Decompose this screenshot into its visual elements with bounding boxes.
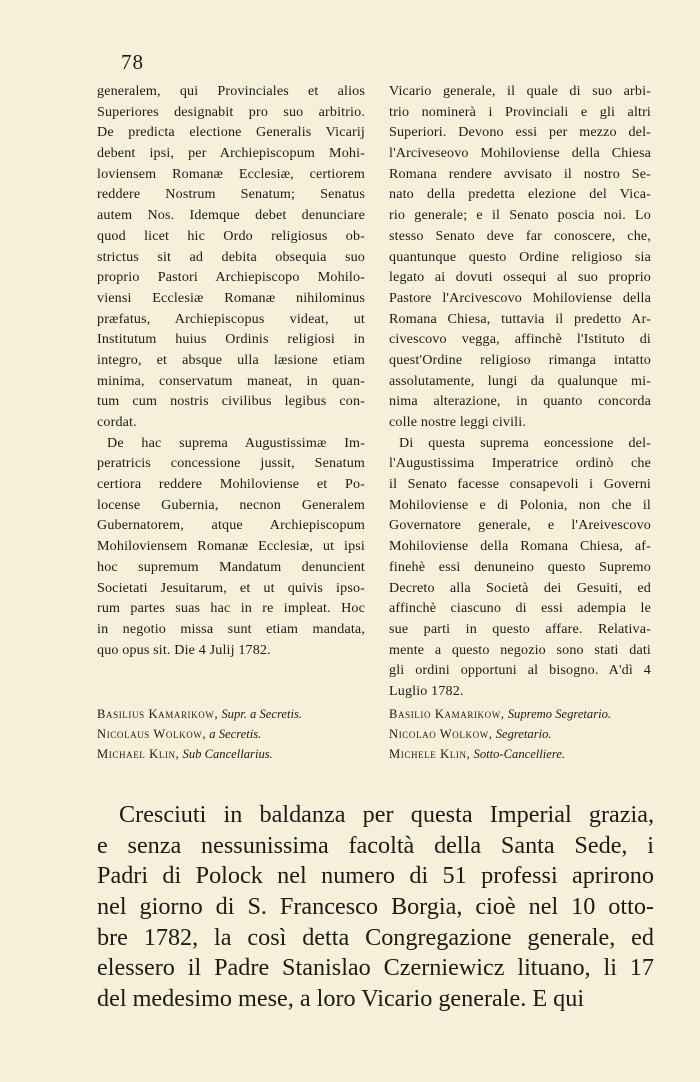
text-line: autem Nos. Idemque debet denunciare	[97, 207, 365, 224]
text-line: certiora reddere Mohiloviense et Po-	[97, 476, 365, 493]
signature-line	[97, 744, 302, 764]
text-line: Luglio 1782.	[389, 682, 464, 699]
text-line: nato della predetta elezione del Vica-	[389, 186, 651, 203]
text-line: Romana rendere avvisato il nostro Se-	[389, 165, 651, 182]
text-line: Mohiloviensem Romanæ Ecclesiæ, ut ipsi	[97, 538, 365, 555]
text-line: præfatus, Archiepiscopus videat, ut	[97, 310, 365, 327]
text-line: finehè essi denuneino questo Supremo	[389, 558, 651, 575]
text-line: peratricis concessione jussit, Senatum	[97, 455, 365, 472]
text-line: generalem, qui Provinciales et alios	[97, 83, 365, 99]
text-line: in negotio missa sunt etiam mandata,	[97, 620, 365, 637]
signature-line	[389, 724, 611, 744]
signatory-name: Nicolao Wolkow,	[389, 727, 493, 741]
text-line: debent ipsi, per Archiepiscopum Mohi-	[97, 145, 365, 162]
text-line: tum cum nostris civilibus legibus con-	[97, 393, 365, 410]
text-line: Decreto alla Società dei Gesuiti, ed	[389, 579, 651, 596]
text-line: affinchè ciascuno di essi adempia le	[389, 600, 651, 617]
text-line: Padri di Polock nel numero di 51 professi aprirono	[97, 862, 654, 890]
signatory-title: Supr. a Secretis.	[218, 707, 303, 721]
text-line: gli ordini opportuni al bisogno. A'dì 4	[389, 662, 651, 679]
text-line: l'Arciveseovo Mohiloviense della Chiesa	[389, 145, 651, 162]
signature-line	[389, 704, 611, 724]
text-line: cordat.	[97, 414, 137, 430]
text-line: l'Augustissima Imperatrice ordinò che	[389, 455, 651, 472]
text-line: il Senato facesse consapevoli i Governi	[389, 476, 651, 493]
text-line: civescovo vegga, affinchè l'Istituto di	[389, 331, 651, 348]
text-line: legato ai dovuti ossequi al suo proprio	[389, 269, 651, 286]
text-line: strictus sit ad debita obsequia suo	[97, 248, 365, 265]
text-line: locense Gubernia, necnon Generalem	[97, 496, 365, 513]
text-line: nel giorno di S. Francesco Borgia, cioè nel 10 otto-	[97, 893, 654, 921]
text-line: assolutamente, lungi da qualunque mi-	[389, 372, 651, 389]
text-line: colle nostre leggi civili.	[389, 414, 526, 430]
text-line: integro, et absque ulla læsione etiam	[97, 351, 365, 368]
text-line: quod licet hic Ordo religiosus ob-	[97, 227, 365, 244]
text-line: Mohiloviense e di Polonia, non che il	[389, 496, 651, 513]
signature-line	[97, 704, 302, 724]
text-line: sue parti in questo affare. Relativa-	[389, 620, 651, 637]
latin-text-column	[97, 81, 365, 660]
text-line: reddere Nostrum Senatum; Senatus	[97, 186, 365, 203]
text-line: rio generale; e il Senato poscia noi. Lo	[389, 207, 651, 224]
text-line: De hac suprema Augustissimæ Im-	[107, 434, 365, 451]
italian-signatures	[389, 704, 611, 764]
text-line: Vicario generale, il quale di suo arbi-	[389, 83, 651, 99]
page-number: 78	[121, 50, 144, 74]
text-line: Institutum huius Ordinis religiosi in	[97, 331, 365, 348]
text-line: stesso Senato deve far conoscere, che,	[389, 227, 651, 244]
text-line: quest'Ordine religioso rimanga intatto	[389, 351, 651, 368]
text-line: elessero il Padre Stanislao Czerniewicz lituano, li 17	[97, 954, 654, 982]
signatory-title: Sub Cancellarius.	[179, 747, 273, 761]
text-line: viensi Ecclesiæ Romanæ nihilominus	[97, 289, 365, 306]
narrative-paragraph	[97, 800, 654, 1015]
signatory-title: Segretario.	[492, 727, 552, 741]
text-line: proprio Pastori Archiepiscopo Mohilo-	[97, 269, 365, 286]
signatory-name: Basilius Kamarikow,	[97, 707, 219, 721]
text-line: Pastore l'Arcivescovo Mohiloviense della	[389, 289, 651, 306]
text-line: minima, conservatum maneat, in quan-	[97, 372, 365, 389]
text-line: Cresciuti in baldanza per questa Imperial grazia,	[119, 801, 654, 828]
text-line: Mohiloviense della Romana Chiesa, af-	[389, 538, 651, 555]
text-line: Superiori. Devono essi per mezzo del-	[389, 124, 651, 141]
text-line: trio nominerà i Provinciali e gli altri	[389, 103, 651, 120]
text-line: mente a questo negozio sono stati dati	[389, 641, 651, 658]
signatory-title: a Secretis.	[206, 727, 262, 741]
latin-signatures	[97, 704, 302, 764]
signatory-name: Michele Klin,	[389, 747, 471, 761]
text-line: e senza nessunissima facoltà della Santa Sede, i	[97, 831, 654, 859]
text-line: Superiores designabit pro suo arbitrio.	[97, 103, 365, 120]
italian-text-column	[389, 81, 651, 702]
text-line: loviensem Romanæ Ecclesiæ, certiorem	[97, 165, 365, 182]
text-line: rum partes suas hac in re impleat. Hoc	[97, 600, 365, 617]
signature-line	[389, 744, 611, 764]
text-line: Di questa suprema eoncessione del-	[399, 434, 651, 451]
signatory-name: Basilio Kamarikow,	[389, 707, 505, 721]
text-line: De predicta electione Generalis Vicarij	[97, 124, 365, 141]
signatory-title: Supremo Segretario.	[504, 707, 612, 721]
text-line: Gubernatorem, atque Archiepiscopum	[97, 517, 365, 534]
text-line: hoc supremum Mandatum denuncient	[97, 558, 365, 575]
text-line: Societati Jesuitarum, et ut quivis ipso-	[97, 579, 365, 596]
signature-line	[97, 724, 302, 744]
text-line: Governatore generale, e l'Areivescovo	[389, 517, 651, 534]
text-line: quantunque questo Ordine religioso sia	[389, 248, 651, 265]
text-line: bre 1782, la così detta Congregazione generale, ed	[97, 923, 654, 951]
text-line: nima alterazione, in quanto concorda	[389, 393, 651, 410]
signatory-name: Nicolaus Wolkow,	[97, 727, 207, 741]
signatory-name: Michael Klin,	[97, 747, 180, 761]
text-line: quo opus sit. Die 4 Julij 1782.	[97, 641, 271, 658]
text-line: Romana Chiesa, tuttavia il predetto Ar-	[389, 310, 651, 327]
signatory-title: Sotto-Cancelliere.	[470, 747, 566, 761]
text-line: del medesimo mese, a loro Vicario generale. E qui	[97, 985, 585, 1013]
